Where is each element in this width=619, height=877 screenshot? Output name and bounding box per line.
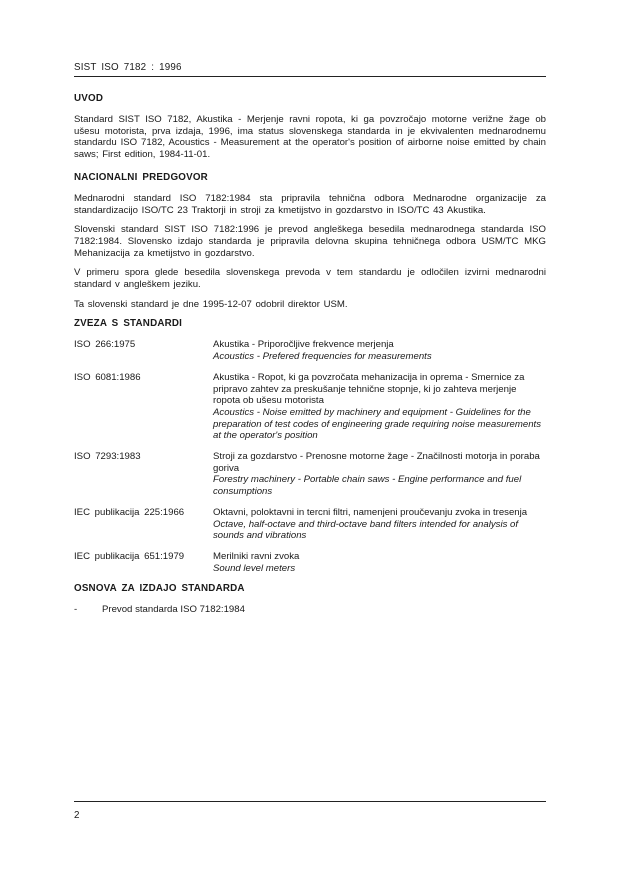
standard-title-sl: Stroji za gozdarstvo - Prenosne motorne žage - Značilnosti motorja in poraba goriva: [213, 451, 540, 474]
section-zveza: [74, 318, 546, 574]
list-bullet: -: [74, 604, 78, 616]
standard-row: [74, 451, 546, 498]
uvod-paragraph: Standard SIST ISO 7182, Akustika - Merjenje ravni ropota, ki ga povzročajo motorne verižne žage ob ušesu motorista, prva izdaja, 1996, ima status slovenskega standarda in je ekvivalenten mednarodnemu standardu ISO 7182, Acoustics - Measurement at the operator's position of airborne noise emitted by chain saws; First edition, 1984-11-01.: [74, 114, 546, 161]
standard-title-en: Octave, half-octave and third-octave band filters intended for analysis of sounds and vibrations: [213, 518, 519, 542]
predgovor-paragraph: Ta slovenski standard je dne 1995-12-07 odobril direktor USM.: [74, 298, 348, 310]
section-predgovor: [74, 172, 546, 311]
standard-code: IEC publikacija 225:1966: [74, 506, 185, 518]
section-heading-predgovor: NACIONALNI PREDGOVOR: [74, 171, 208, 183]
page-number: 2: [74, 810, 80, 821]
standard-code: IEC publikacija 651:1979: [74, 550, 185, 562]
standard-description: [213, 507, 546, 542]
document-page: [74, 0, 546, 877]
standard-description: [213, 372, 546, 442]
standard-title-sl: Akustika - Priporočljive frekvence merjenja: [213, 339, 394, 351]
section-uvod: [74, 93, 546, 161]
predgovor-paragraph: Slovenski standard SIST ISO 7182:1996 je prevod angleškega besedila mednarodnega standarda ISO 7182:1984. Slovensko izdajo standarda je pripravila delovna skupina tehničnega odbora USM/TC MKG Mehanizacija za kmetijstvo in gozdarstvo.: [74, 224, 546, 259]
standard-title-en: Forestry machinery - Portable chain saws - Engine performance and fuel consumptions: [213, 474, 522, 498]
section-heading-uvod: UVOD: [74, 93, 104, 104]
section-osnova: [74, 583, 546, 616]
footer-rule: [74, 801, 546, 802]
section-heading-osnova: OSNOVA ZA IZDAJO STANDARDA: [74, 583, 245, 595]
predgovor-paragraph: V primeru spora glede besedila slovenskega prevoda v tem standardu je odločilen izvirni mednarodni standard v angleškem jeziku.: [74, 267, 546, 291]
standard-description: [213, 551, 546, 574]
document-body: [74, 93, 546, 616]
standard-title-sl: Oktavni, poloktavni in tercni filtri, namenjeni proučevanju zvoka in tresenja: [213, 506, 528, 518]
list-item-text: Prevod standarda ISO 7182:1984: [102, 604, 245, 616]
standard-row: [74, 551, 546, 574]
standard-code: ISO 7293:1983: [74, 451, 141, 463]
header-rule: [74, 76, 546, 77]
standard-title-en: Acoustics - Noise emitted by machinery and equipment - Guidelines for the preparation of test codes of engineering grade requiring noise measurements at the operator's position: [213, 406, 541, 442]
standard-title-sl: Merilniki ravni zvoka: [213, 550, 300, 562]
standard-description: [213, 451, 546, 498]
standard-row: [74, 372, 546, 442]
standard-code: ISO 6081:1986: [74, 371, 141, 383]
standard-row: [74, 339, 546, 362]
header-title: SIST ISO 7182 : 1996: [74, 62, 182, 73]
standard-row: [74, 507, 546, 542]
standard-title-en: Sound level meters: [213, 562, 296, 574]
section-heading-zveza: ZVEZA S STANDARDI: [74, 318, 183, 330]
standard-title-en: Acoustics - Prefered frequencies for measurements: [213, 351, 432, 363]
list-item: [74, 604, 546, 616]
standard-description: [213, 339, 546, 362]
predgovor-paragraph: Mednarodni standard ISO 7182:1984 sta pripravila tehnična odbora Mednarodne organizacije za standardizacijo ISO/TC 23 Traktorji in stroji za kmetijstvo in gozdarstvo in ISO/TC 43 Akustika.: [74, 192, 546, 216]
standard-code: ISO 266:1975: [74, 339, 136, 351]
standard-title-sl: Akustika - Ropot, ki ga povzročata mehanizacija in oprema - Smernice za pripravo zahtev za preskušanje tehnične stopnje, ki jo zahteva merjenje ropota ob ušesu motorista: [213, 371, 525, 407]
